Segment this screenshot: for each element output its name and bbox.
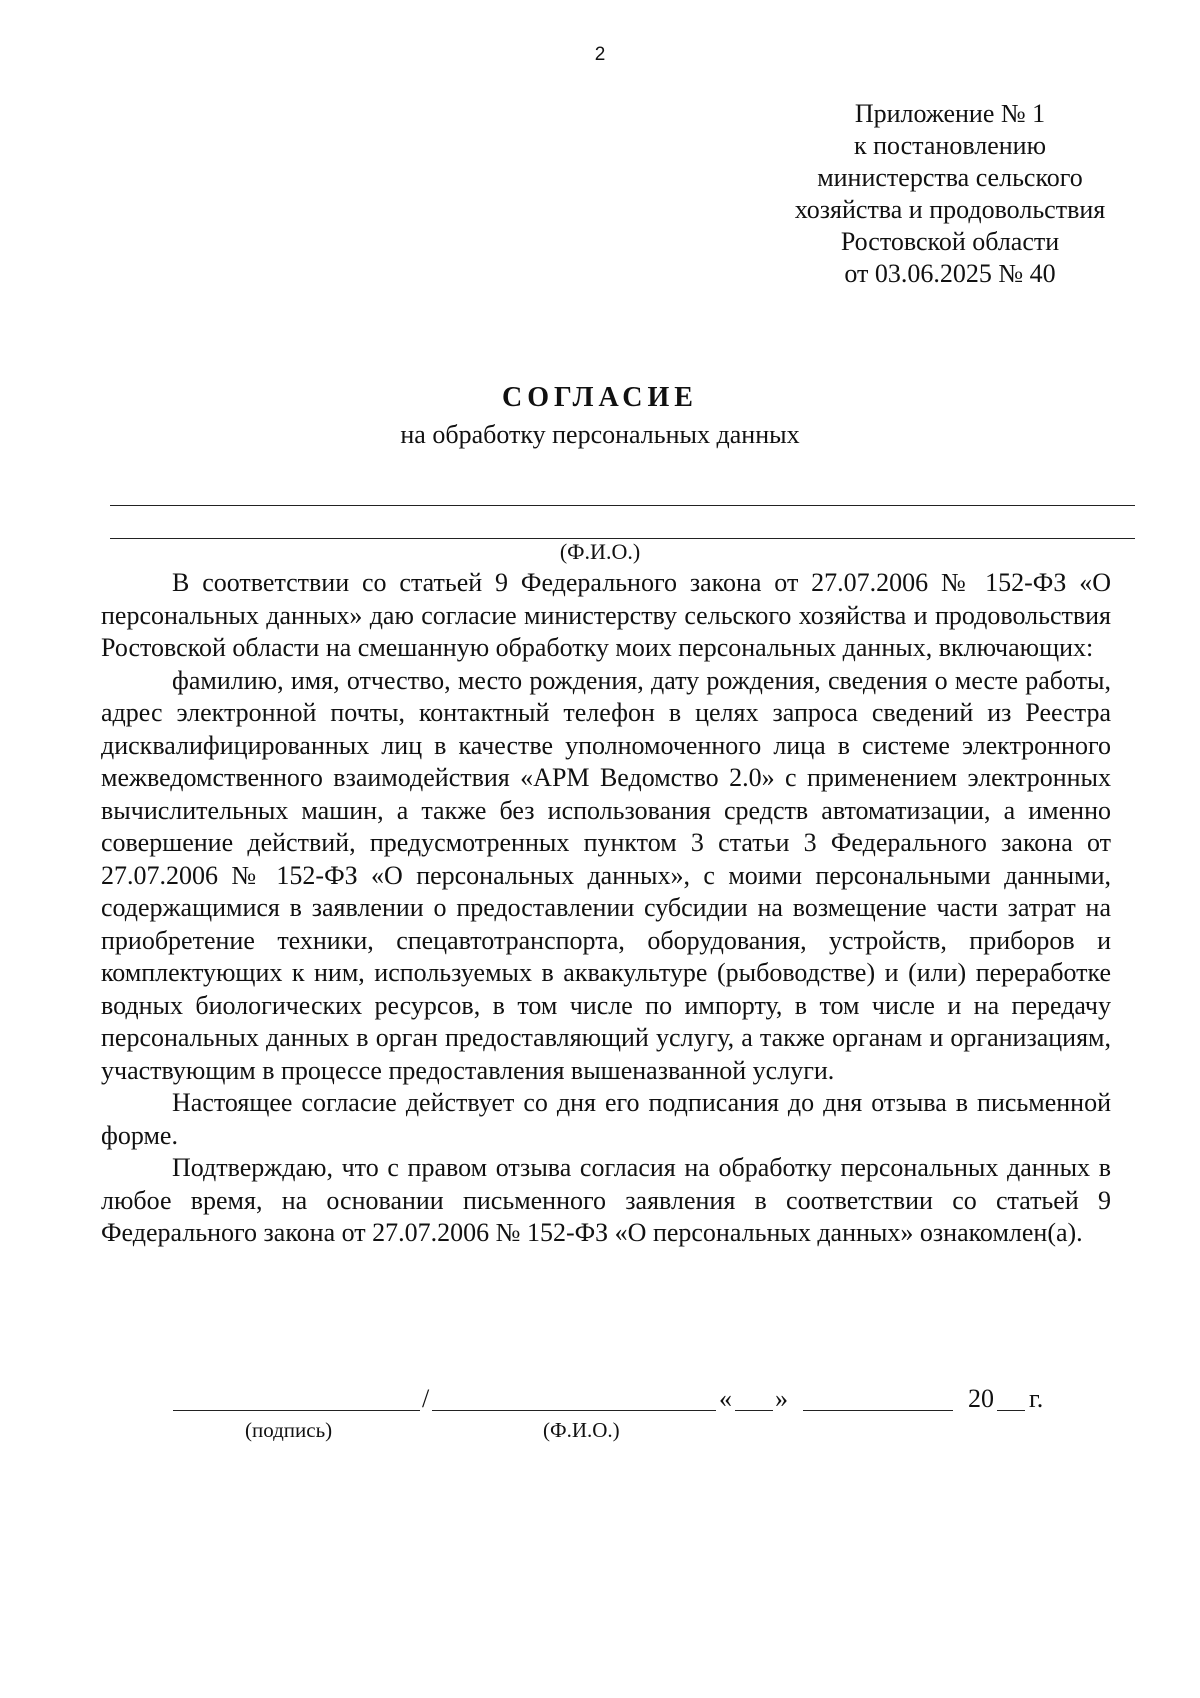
signature-caption: (подпись) (245, 1418, 333, 1442)
appendix-line: министерства сельского (817, 163, 1083, 192)
fio-blank[interactable] (432, 1384, 716, 1411)
appendix-line: Ростовской области (840, 227, 1060, 256)
signature-fio-caption: (Ф.И.О.) (543, 1418, 620, 1442)
month-blank[interactable] (803, 1384, 953, 1411)
year-prefix: 20 (968, 1384, 994, 1413)
appendix-line: Приложение № 1 (854, 99, 1046, 128)
appendix-block (730, 98, 1170, 290)
body-paragraph: В соответствии со статьей 9 Федерального закона от 27.07.2006 № 152-ФЗ «О персональных данных» даю согласие министерству сельского хозяйства и продовольствия Ростовской области на смешанную обработку моих персональных данных, включающих: (101, 568, 1111, 662)
fio-caption: (Ф.И.О.) (559, 539, 641, 564)
signature-separator: / (422, 1384, 430, 1413)
body-paragraph: Настоящее согласие действует со дня его подписания до дня отзыва в письменной форме. (101, 1088, 1111, 1150)
body-paragraph: фамилию, имя, отчество, место рождения, дату рождения, сведения о месте работы, адрес электронной почты, контактный телефон в целях запроса сведений из Реестра дисквалифицированных лиц в качестве уполномоченного лица в системе электронного межведомственного взаимодействия «АРМ Ведомство 2.0» с применением электронных вычислительных машин, а также без использования средств автоматизации, а именно совершение действий, предусмотренных пунктом 3 статьи 3 Федерального закона от 27.07.2006 № 152-ФЗ «О персональных данных», с моими персональными данными, содержащимися в заявлении о предоставлении субсидии на возмещение части затрат на приобретение техники, спецавтотранспорта, оборудования, устройств, приборов и комплектующих к ним, используемых в аквакультуре (рыбоводстве) и (или) переработке водных биологических ресурсов, в том числе по импорту, в том числе и на передачу персональных данных в орган предоставляющий услугу, а также органам и организациям, участвующим в процессе предоставления вышеназванной услуги. (101, 665, 1111, 1085)
signature-captions (0, 1418, 1200, 1448)
quote-close: » (775, 1384, 788, 1413)
day-blank[interactable] (735, 1384, 773, 1411)
signature-blank[interactable] (173, 1384, 420, 1411)
document-title: СОГЛАСИЕ (502, 382, 698, 413)
fio-fill-line[interactable] (110, 505, 1135, 506)
body-paragraph: Подтверждаю, что с правом отзыва согласия на обработку персональных данных в любое время, на основании письменного заявления в соответствии со статьей 9 Федерального закона от 27.07.2006 № 152-ФЗ «О персональных данных» ознакомлен(а). (101, 1153, 1111, 1247)
appendix-line: от 03.06.2025 № 40 (844, 259, 1056, 288)
appendix-line: хозяйства и продовольствия (794, 195, 1106, 224)
document-subtitle: на обработку персональных данных (400, 420, 800, 449)
year-suffix: г. (1029, 1384, 1044, 1413)
appendix-line: к постановлению (853, 131, 1047, 160)
signature-row (173, 1384, 1073, 1418)
document-body (101, 567, 1111, 1250)
page-number: 2 (594, 44, 606, 65)
year-blank[interactable] (997, 1384, 1025, 1411)
quote-open: « (719, 1384, 732, 1413)
